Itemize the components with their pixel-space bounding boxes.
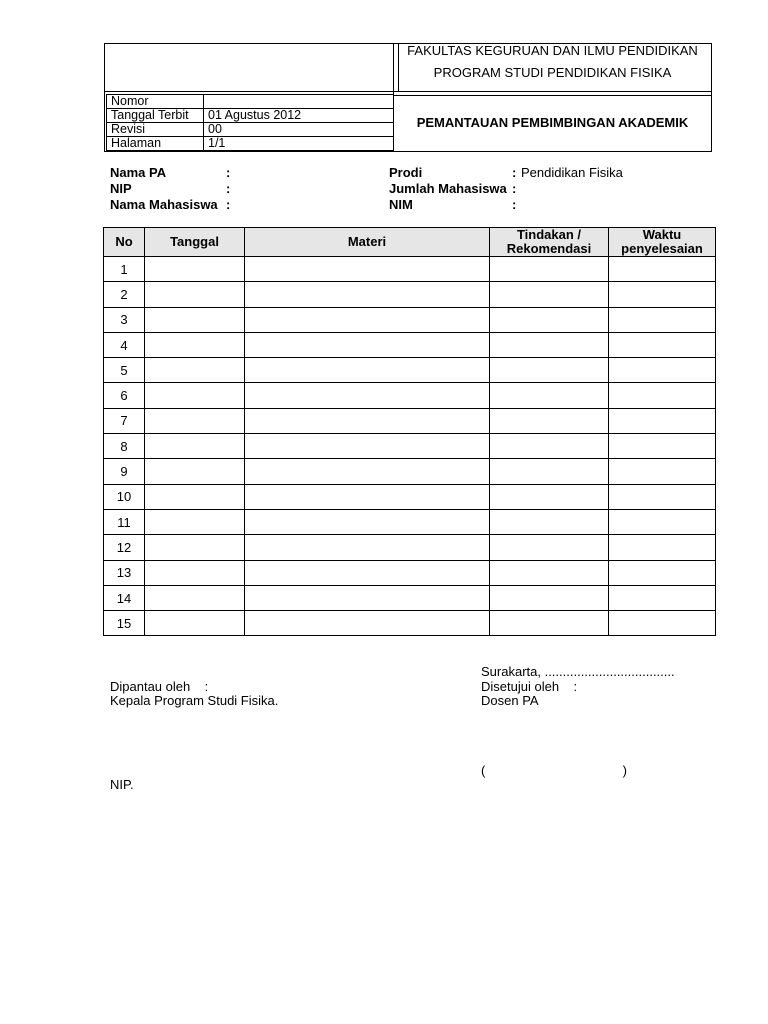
colon: :: [226, 181, 231, 196]
col-header-no: No: [104, 228, 145, 257]
colon: :: [512, 181, 517, 196]
materi-cell[interactable]: [245, 383, 490, 408]
table-row: [104, 459, 716, 484]
waktu-cell[interactable]: [609, 484, 716, 509]
row-number: 6: [104, 383, 145, 408]
header-divider: [393, 95, 712, 96]
colon: :: [512, 165, 517, 180]
colon: :: [226, 165, 231, 180]
materi-cell[interactable]: [245, 434, 490, 459]
col-header-waktu: [609, 228, 716, 257]
tindakan-cell[interactable]: [490, 484, 609, 509]
materi-cell[interactable]: [245, 585, 490, 610]
program-name: PROGRAM STUDI PENDIDIKAN FISIKA: [433, 65, 672, 80]
document-title: PEMANTAUAN PEMBIMBINGAN AKADEMIK: [416, 115, 689, 130]
row-number: 4: [104, 332, 145, 357]
faculty-name: FAKULTAS KEGURUAN DAN ILMU PENDIDIKAN: [407, 43, 698, 58]
tanggal-cell[interactable]: [145, 358, 245, 383]
meta-value: [204, 95, 394, 109]
waktu-cell[interactable]: [609, 585, 716, 610]
table-row: [104, 383, 716, 408]
materi-cell[interactable]: [245, 509, 490, 534]
row-number: 3: [104, 307, 145, 332]
tanggal-cell[interactable]: [145, 484, 245, 509]
table-header-row: [104, 228, 716, 257]
tanggal-cell[interactable]: [145, 611, 245, 636]
tindakan-cell[interactable]: [490, 332, 609, 357]
table-row: [104, 585, 716, 610]
meta-row: [107, 109, 394, 123]
materi-cell[interactable]: [245, 611, 490, 636]
meta-value: 1/1: [204, 137, 394, 151]
waktu-cell[interactable]: [609, 257, 716, 282]
meta-row: [107, 123, 394, 137]
col-header-tanggal: Tanggal: [145, 228, 245, 257]
tindakan-cell[interactable]: [490, 611, 609, 636]
table-row: [104, 332, 716, 357]
col-header-line: Waktu: [642, 227, 682, 242]
col-header-tindakan: [490, 228, 609, 257]
tindakan-cell[interactable]: [490, 459, 609, 484]
row-number: 14: [104, 585, 145, 610]
tanggal-cell[interactable]: [145, 307, 245, 332]
meta-key: Revisi: [107, 123, 204, 137]
colon: :: [512, 197, 517, 212]
table-row: [104, 282, 716, 307]
row-number: 15: [104, 611, 145, 636]
tanggal-cell[interactable]: [145, 509, 245, 534]
meta-row: [107, 95, 394, 109]
city-date-line: Surakarta, ....................................: [481, 664, 675, 679]
tindakan-cell[interactable]: [490, 509, 609, 534]
table-row: [104, 535, 716, 560]
waktu-cell[interactable]: [609, 307, 716, 332]
colon: :: [226, 197, 231, 212]
row-number: 2: [104, 282, 145, 307]
waktu-cell[interactable]: [609, 611, 716, 636]
table-row: [104, 358, 716, 383]
row-number: 12: [104, 535, 145, 560]
tindakan-cell[interactable]: [490, 257, 609, 282]
guidance-table: [103, 227, 716, 636]
prodi-value: Pendidikan Fisika: [521, 165, 623, 180]
tindakan-cell[interactable]: [490, 535, 609, 560]
tanggal-cell[interactable]: [145, 535, 245, 560]
col-header-line: penyelesaian: [621, 241, 703, 256]
materi-cell[interactable]: [245, 332, 490, 357]
tanggal-cell[interactable]: [145, 257, 245, 282]
meta-value: 01 Agustus 2012: [204, 109, 394, 123]
table-row: [104, 307, 716, 332]
approved-by-label: Disetujui oleh :: [481, 679, 578, 694]
tanggal-cell[interactable]: [145, 332, 245, 357]
tanggal-cell[interactable]: [145, 459, 245, 484]
meta-key: Tanggal Terbit: [107, 109, 204, 123]
tindakan-cell[interactable]: [490, 434, 609, 459]
tindakan-cell[interactable]: [490, 585, 609, 610]
nim-label: NIM: [389, 197, 413, 212]
nama-mahasiswa-label: Nama Mahasiswa: [110, 197, 218, 212]
head-of-program-label: Kepala Program Studi Fisika.: [110, 693, 279, 708]
table-row: [104, 434, 716, 459]
waktu-cell[interactable]: [609, 408, 716, 433]
meta-row: [107, 137, 394, 151]
monitored-by-label: Dipantau oleh :: [110, 679, 209, 694]
row-number: 10: [104, 484, 145, 509]
tanggal-cell[interactable]: [145, 282, 245, 307]
tindakan-cell[interactable]: [490, 307, 609, 332]
row-number: 13: [104, 560, 145, 585]
waktu-cell[interactable]: [609, 535, 716, 560]
waktu-cell[interactable]: [609, 332, 716, 357]
row-number: 11: [104, 509, 145, 534]
document-meta-table: [106, 94, 394, 151]
waktu-cell[interactable]: [609, 282, 716, 307]
meta-key: Nomor: [107, 95, 204, 109]
materi-cell[interactable]: [245, 307, 490, 332]
row-number: 7: [104, 408, 145, 433]
materi-cell[interactable]: [245, 459, 490, 484]
materi-cell[interactable]: [245, 408, 490, 433]
table-row: [104, 408, 716, 433]
tanggal-cell[interactable]: [145, 434, 245, 459]
tindakan-cell[interactable]: [490, 383, 609, 408]
col-header-line: Rekomendasi: [506, 241, 592, 256]
table-row: [104, 560, 716, 585]
signature-name-placeholder: ( ): [481, 763, 627, 778]
waktu-cell[interactable]: [609, 358, 716, 383]
waktu-cell[interactable]: [609, 509, 716, 534]
header-divider: [104, 91, 712, 92]
tindakan-cell[interactable]: [490, 358, 609, 383]
jumlah-mahasiswa-label: Jumlah Mahasiswa: [389, 181, 507, 196]
tanggal-cell[interactable]: [145, 585, 245, 610]
table-row: [104, 257, 716, 282]
materi-cell[interactable]: [245, 282, 490, 307]
tanggal-cell[interactable]: [145, 560, 245, 585]
waktu-cell[interactable]: [609, 560, 716, 585]
materi-cell[interactable]: [245, 484, 490, 509]
waktu-cell[interactable]: [609, 459, 716, 484]
tindakan-cell[interactable]: [490, 560, 609, 585]
nip-signature-label: NIP.: [110, 777, 134, 792]
nama-pa-label: Nama PA: [110, 165, 167, 180]
tindakan-cell[interactable]: [490, 282, 609, 307]
materi-cell[interactable]: [245, 560, 490, 585]
waktu-cell[interactable]: [609, 434, 716, 459]
col-header-line: Tindakan /: [516, 227, 582, 242]
nip-label: NIP: [110, 181, 132, 196]
row-number: 1: [104, 257, 145, 282]
materi-cell[interactable]: [245, 535, 490, 560]
prodi-label: Prodi: [389, 165, 423, 180]
tindakan-cell[interactable]: [490, 408, 609, 433]
meta-key: Halaman: [107, 137, 204, 151]
waktu-cell[interactable]: [609, 383, 716, 408]
advisor-label: Dosen PA: [481, 693, 539, 708]
table-row: [104, 611, 716, 636]
meta-value: 00: [204, 123, 394, 137]
tanggal-cell[interactable]: [145, 408, 245, 433]
materi-cell[interactable]: [245, 257, 490, 282]
table-row: [104, 509, 716, 534]
table-row: [104, 484, 716, 509]
tanggal-cell[interactable]: [145, 383, 245, 408]
row-number: 8: [104, 434, 145, 459]
row-number: 9: [104, 459, 145, 484]
col-header-materi: Materi: [245, 228, 490, 257]
materi-cell[interactable]: [245, 358, 490, 383]
row-number: 5: [104, 358, 145, 383]
